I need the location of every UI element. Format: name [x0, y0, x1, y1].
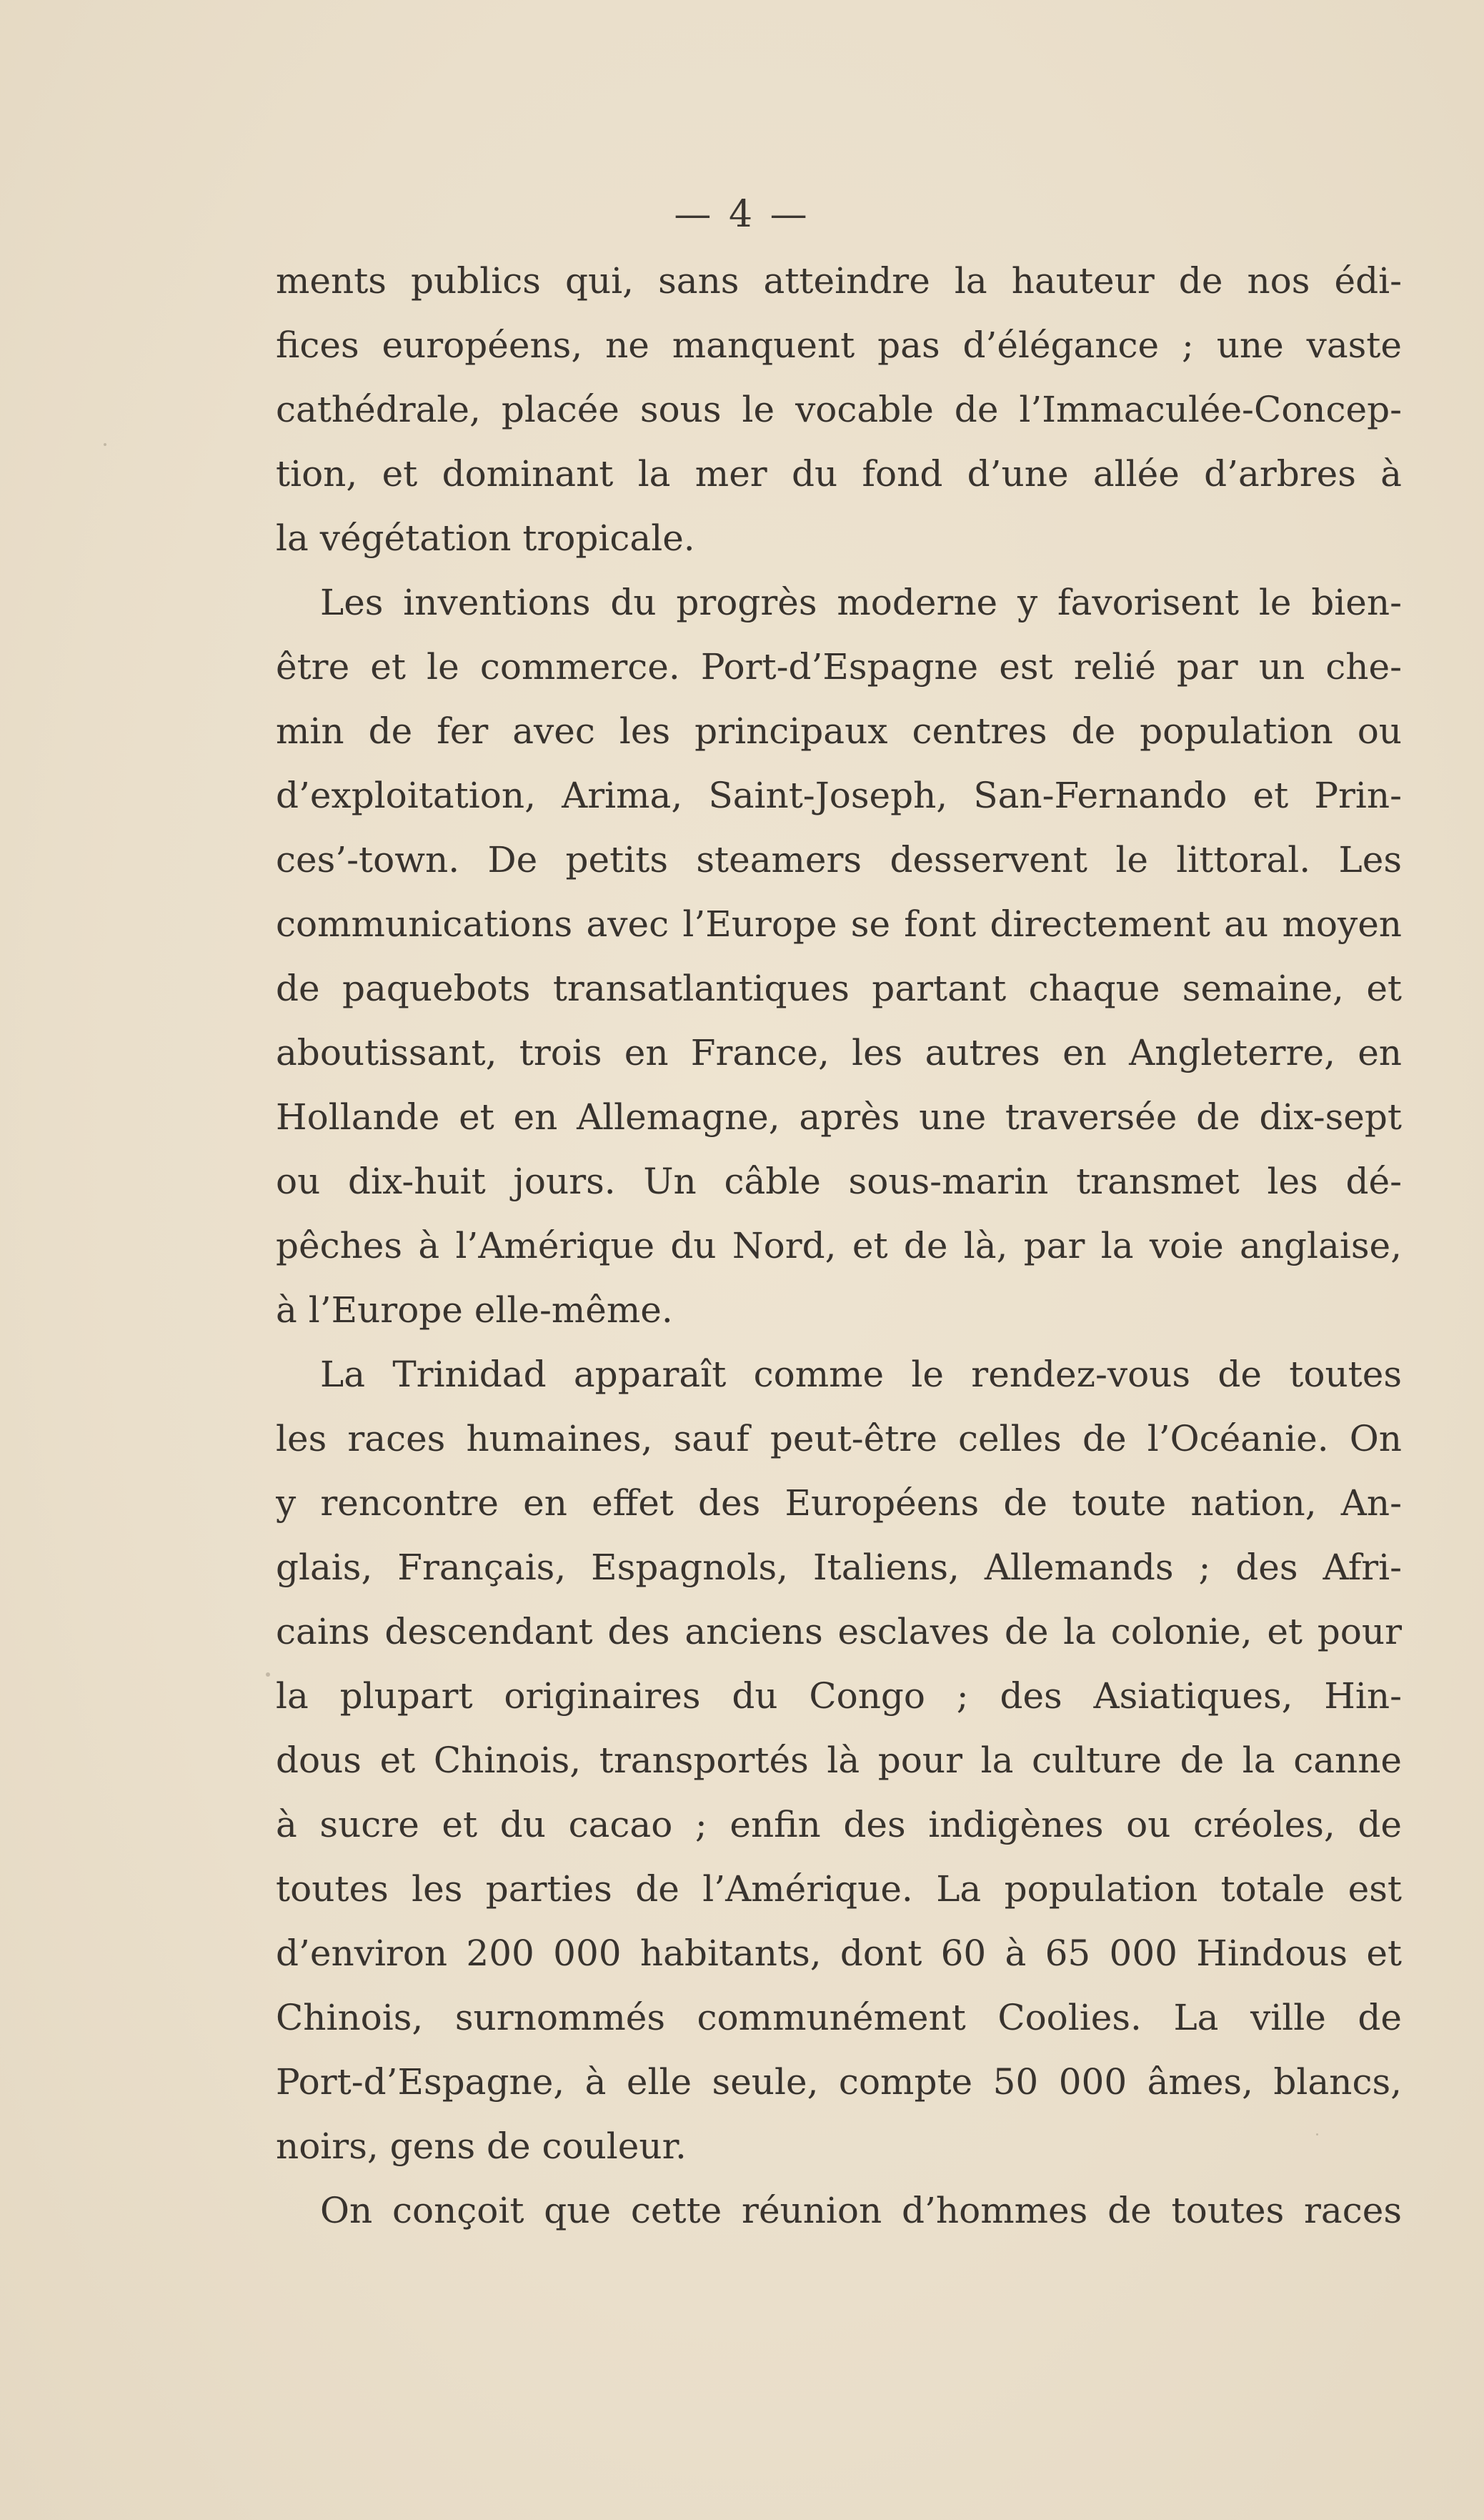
text-line: fices européens, ne manquent pas d’élégance ; une vaste: [276, 324, 1402, 366]
text-line: ou dix-huit jours. Un câble sous-marin transmet les dé-: [276, 1161, 1402, 1202]
text-line: de paquebots transatlantiques partant chaque semaine, et: [276, 968, 1402, 1009]
text-line: ces’-town. De petits steamers desservent le littoral. Les: [276, 839, 1402, 880]
text-line: toutes les parties de l’Amérique. La population totale est: [276, 1868, 1402, 1910]
text-line: min de fer avec les principaux centres de population ou: [276, 710, 1402, 752]
text-line: ments publics qui, sans atteindre la hauteur de nos édi-: [276, 260, 1402, 302]
text-line: d’exploitation, Arima, Saint-Joseph, San-Fernando et Prin-: [276, 775, 1402, 816]
text-line: Port-d’Espagne, à elle seule, compte 50 000 âmes, blancs,: [276, 2061, 1402, 2103]
text-line: aboutissant, trois en France, les autres en Angleterre, en: [276, 1032, 1402, 1073]
paper-speck: [104, 443, 106, 446]
text-line: d’environ 200 000 habitants, dont 60 à 65 000 Hindous et: [276, 1933, 1402, 1974]
text-line: tion, et dominant la mer du fond d’une allée d’arbres à: [276, 453, 1402, 495]
text-line: pêches à l’Amérique du Nord, et de là, par la voie anglaise,: [276, 1225, 1402, 1266]
text-line: Les inventions du progrès moderne y favorisent le bien-: [320, 582, 1402, 623]
text-line: cains descendant des anciens esclaves de la colonie, et pour: [276, 1611, 1402, 1652]
paper-speck: [1316, 2133, 1318, 2135]
text-line: être et le commerce. Port-d’Espagne est relié par un che-: [276, 646, 1402, 688]
text-line: les races humaines, sauf peut-être celles de l’Océanie. On: [276, 1418, 1402, 1459]
text-line: glais, Français, Espagnols, Italiens, Allemands ; des Afri-: [276, 1547, 1402, 1588]
text-line: communications avec l’Europe se font directement au moyen: [276, 903, 1402, 945]
text-line: Chinois, surnommés communément Coolies. La ville de: [276, 1997, 1402, 2038]
page-number: — 4 —: [674, 193, 810, 236]
paper-speck: [266, 1672, 270, 1677]
body-text: [276, 249, 1402, 2243]
text-line: à sucre et du cacao ; enfin des indigènes ou créoles, de: [276, 1804, 1402, 1845]
text-line: noirs, gens de couleur.: [276, 2125, 687, 2167]
text-line: On conçoit que cette réunion d’hommes de toutes races: [320, 2190, 1402, 2231]
text-line: Hollande et en Allemagne, après une traversée de dix-sept: [276, 1096, 1402, 1138]
text-line: la végétation tropicale.: [276, 517, 695, 559]
text-line: y rencontre en effet des Européens de toute nation, An-: [276, 1482, 1402, 1524]
text-line: La Trinidad apparaît comme le rendez-vous de toutes: [320, 1354, 1402, 1395]
text-line: dous et Chinois, transportés là pour la culture de la canne: [276, 1740, 1402, 1781]
text-line: cathédrale, placée sous le vocable de l’Immaculée-Concep-: [276, 389, 1402, 430]
text-line: à l’Europe elle-même.: [276, 1289, 673, 1331]
text-line: la plupart originaires du Congo ; des Asiatiques, Hin-: [276, 1675, 1402, 1717]
